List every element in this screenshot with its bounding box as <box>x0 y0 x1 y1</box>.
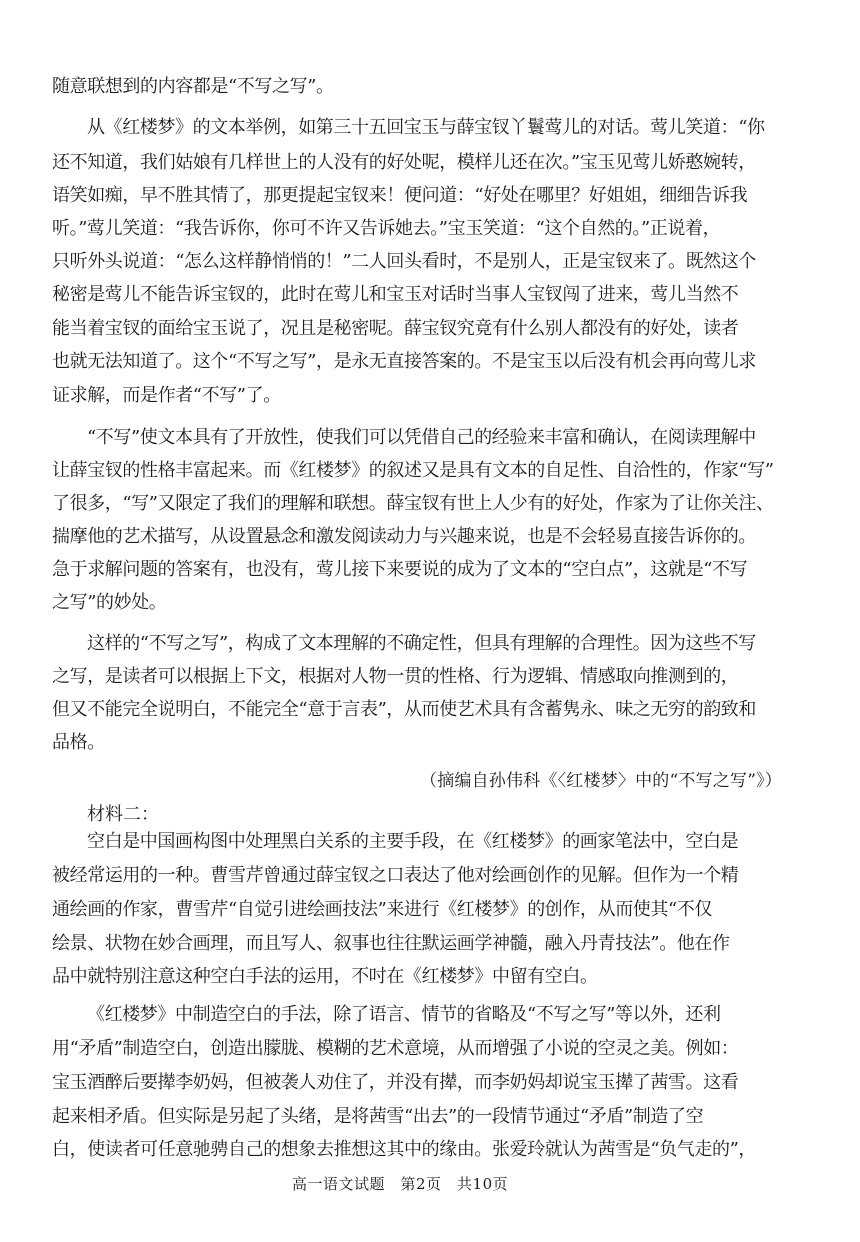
paragraph-line: 空白是中国画构图中处理黑白关系的主要手段，在《红楼梦》的画家笔法中，空白是 <box>87 831 739 852</box>
source-citation: （摘编自孙伟科《〈红楼梦〉中的“不写之写”》） <box>420 771 782 791</box>
paragraph-line: 宝玉酒醉后要撵李奶妈，但被袭人劝住了，并没有撵，而李奶妈却说宝玉撵了茜雪。这看 <box>52 1072 739 1093</box>
paragraph-line: 品格。 <box>52 732 105 753</box>
paragraph-line: 也就无法知道了。这个“不写之写”，是永无直接答案的。不是宝玉以后没有机会再向莺儿求 <box>52 351 757 372</box>
paragraph-line: 但又不能完全说明白，不能完全“意于言表”，从而使艺术具有含蓄隽永、味之无穷的韵致和 <box>52 699 757 720</box>
paragraph-line: 能当着宝钗的面给宝玉说了，况且是秘密呢。薛宝钗究竟有什么别人都没有的好处，读者 <box>52 318 739 339</box>
paragraph-line: 通绘画的作家，曹雪芹“自觉引进绘画技法”来进行《红楼梦》的创作，从而使其“不仅 <box>52 899 713 920</box>
paragraph-line: 语笑如痴，早不胜其情了，那更提起宝钗来！便问道：“好处在哪里？好姐姐，细细告诉我 <box>52 185 748 206</box>
paragraph-line: 只听外头说道：“怎么这样静悄悄的！”二人回头看时，不是别人，正是宝钗来了。既然这个 <box>52 251 757 272</box>
paragraph-line: 用“矛盾”制造空白，创造出朦胧、模糊的艺术意境，从而增强了小说的空灵之美。例如： <box>52 1038 739 1059</box>
paragraph-line: 被经常运用的一种。曹雪芹曾通过薛宝钗之口表达了他对绘画创作的见解。但作为一个精 <box>52 865 739 886</box>
paragraph-line: 证求解，而是作者“不写”了。 <box>52 385 281 406</box>
paragraph-line: 让薛宝钗的性格丰富起来。而《红楼梦》的叙述又是具有文本的自足性、自洽性的，作家“写” <box>52 460 774 481</box>
paragraph-line: 之写，是读者可以根据上下文，根据对人物一贯的性格、行为逻辑、情感取向推测到的， <box>52 666 739 687</box>
paragraph-line: 揣摩他的艺术描写，从设置悬念和激发阅读动力与兴趣来说，也是不会轻易直接告诉你的。 <box>52 526 756 547</box>
paragraph-line: 随意联想到的内容都是“不写之写”。 <box>52 76 334 97</box>
paragraph-line: “不写”使文本具有了开放性，使我们可以凭借自己的经验来丰富和确认，在阅读理解中 <box>87 427 756 448</box>
paragraph-line: 这样的“不写之写”，构成了文本理解的不确定性，但具有理解的合理性。因为这些不写 <box>87 633 756 654</box>
paragraph-line: 品中就特别注意这种空白手法的运用，不吋在《红楼梦》中留有空白。 <box>52 966 598 987</box>
paragraph-line: 之写”的妙处。 <box>52 592 167 613</box>
paragraph-line: 《红楼梦》中制造空白的手法，除了语言、情节的省略及“不写之写”等以外，还利 <box>87 1004 721 1025</box>
paragraph-line: 了很多，“写”又限定了我们的理解和联想。薛宝钗有世上人少有的好处，作家为了让你关注、 <box>52 493 774 514</box>
paragraph-line: 绘景、状物在妙合画理，而且写人、叙事也往往默运画学神髓，融入丹青技法”。他在作 <box>52 933 730 954</box>
paragraph-line: 秘密是莺儿不能告诉宝钗的，此时在莺儿和宝玉对话时当事人宝钗闯了进来，莺儿当然不 <box>52 284 739 305</box>
paragraph-line: 听。”莺儿笑道：“我告诉你，你可不许又告诉她去。”宝玉笑道：“这个自然的。”正说着， <box>52 218 721 239</box>
material-two-heading: 材料二： <box>87 804 159 825</box>
paragraph-line: 还不知道，我们姑娘有几样世上的人没有的好处呢，模样儿还在次。”宝玉见莺儿娇憨婉转， <box>52 152 756 173</box>
page-footer: 高一语文试题 第2页 共10页 <box>292 1175 509 1193</box>
paragraph-line: 起来相矛盾。但实际是另起了头绪，是将茜雪“出去”的一段情节通过“矛盾”制造了空 <box>52 1106 704 1127</box>
paragraph-line: 从《红楼梦》的文本举例，如第三十五回宝玉与薛宝钗丫鬟莺儿的对话。莺儿笑道：“你 <box>87 117 765 138</box>
paragraph-line: 急于求解问题的答案有，也没有，莺儿接下来要说的成为了文本的“空白点”，这就是“不写 <box>52 559 748 580</box>
paragraph-line: 白，使读者可任意驰骋自己的想象去推想这其中的缘由。张爱玲就认为茜雪是“负气走的”， <box>52 1139 757 1160</box>
